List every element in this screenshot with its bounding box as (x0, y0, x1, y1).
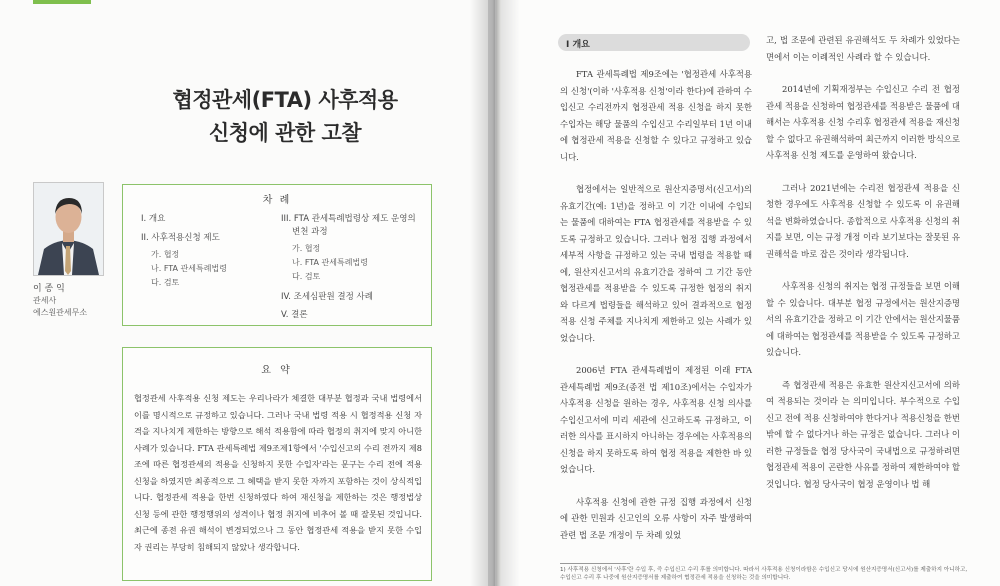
article-title-line1: 협정관세(FTA) 사후적용 (172, 88, 398, 112)
toc-subitem-3c: 다. 검토 (292, 272, 321, 281)
paragraph: 협정에서는 일반적으로 원산지증명서(신고서)의 유효기간(예: 1년)을 정하고 이 기간 이내에 수입되는 물품에 대하여는 FTA 협정관세를 적용받을 수 있도록 규정하고 있습니다. 그러나 협정 집행 과정에서 세부적 사항을 규정하고 있는 국내 법령을 적용할 때에, 원산지신고서의 유효기간을 정하여 그 기간 동안 협정관세를 적용받을 수 있도록 규정한 협정의 취지와 다르게 법령들을 해석하고 있어 결과적으로 협정 적용 신청 주체를 지나치게 제한하고 있는 사례가 있었습니다. (560, 184, 752, 343)
article-title-line2: 신청에 관한 고찰 (208, 121, 362, 145)
toc-subitem-3a: 가. 협정 (292, 244, 321, 253)
toc-item-3-line2: 변천 과정 (292, 227, 328, 237)
table-of-contents (122, 184, 432, 326)
page-gutter-shadow (470, 0, 520, 586)
footnote-divider (560, 563, 630, 564)
author-name: 이 종 익 (33, 284, 65, 294)
toc-item-1: I. 개요 (141, 214, 166, 224)
author-role: 관세사 (33, 296, 57, 305)
body-column-2 (766, 32, 960, 508)
author-organization: 에스원관세무소 (33, 308, 88, 317)
section-tab-accent (33, 0, 91, 4)
toc-item-2: II. 사후적용신청 제도 (141, 233, 220, 243)
paragraph: 사후적용 신청의 취지는 협정 규정들을 보면 이해할 수 있습니다. 대부분 협정 규정에서는 원산지증명서의 유효기간을 정하고 이 기간 안에서는 원산지물품에 대하여는 협정관세를 적용받을 수 있도록 규정하고 있습니다. (766, 281, 960, 357)
article-title (120, 84, 450, 150)
abstract-heading: 요 약 (261, 365, 293, 376)
toc-item-4: IV. 조세심판원 결정 사례 (281, 292, 373, 302)
toc-subitem-2a: 가. 협정 (151, 250, 180, 259)
paragraph: 2014년에 기획재정부는 수입신고 수리 전 협정관세 적용을 신청하여 협정관세를 적용받은 물품에 대해서는 사후적용 신청 수리후 협정관세 적용을 재신청할 수 없다고 유권해석하여 최근까지 이러한 방식으로 사후적용 신청 제도를 운영하여 왔습니다. (766, 84, 960, 160)
paragraph: 즉 협정관세 적용은 유효한 원산지신고서에 의하여 적용되는 것이라 는 의미입니다. 부수적으로 수입신고 전에 적용 신청하여야 한다거나 적용신청을 한번 밖에 할 수 없다거나 하는 규정은 없습니다. 그러나 이러한 규정들을 협정 당사국이 국내법으로 규정하려면 협정관세 적용이 곤란한 사유를 정하여 제한하여야 할 것입니다. 협정 당사국이 협정 운영이나 법 해 (766, 379, 960, 489)
section-heading: I 개요 (566, 40, 590, 50)
toc-subitem-2b: 나. FTA 관세특례법령 (151, 264, 227, 273)
paragraph: 2006년 FTA 관세특례법이 제정된 이래 FTA 관세특례법 제9조(종전 법 제10조)에서는 수입자가 사후적용 신청을 원하는 경우, 사후적용 신청 의사를 수입신고서에 미리 세관에 신고하도록 규정하고, 이러한 의사를 표시하지 아니하는 경우에는 사후적용의 신청을 하지 못하도록 하여 협정 적용을 제한한 바 있었습니다. (560, 365, 752, 474)
footnote: 1) 사후적용 신청에서 '사후'란 수입 후, 즉 수입신고 수리 후를 의미합니다. 따라서 사후적용 신청이라함은 수입신고 당시에 원산지증명서(신고서)를 제출하지 아니하고, 수입신고 수리 후 나중에 원산지증명서를 제출하여 협정관세 적용을 신청하는 것을 의미합니다. (560, 567, 968, 581)
body-column-1 (560, 66, 752, 559)
paragraph: 사후적용 신청에 관한 규정 집행 과정에서 신청에 관한 민원과 신고인의 오류 사항이 자주 발생하여 관련 법 조문 개정이 두 차례 있었 (560, 496, 752, 540)
author-photo (33, 182, 104, 276)
abstract-text: 협정관세 사후적용 신청 제도는 우리나라가 체결한 대부분 협정과 국내 법령에서 이를 명시적으로 규정하고 있습니다. 그러나 국내 법령 적용 시 협정적용 신청 자격을 지나치게 제한하는 방향으로 해석 적용함에 따라 협정의 취지에 맞지 아니한 사례가 있습니다. FTA 관세특례법 제9조제1항에서 '수입신고의 수리 전까지 제8조에 따른 협정관세의 적용을 신청하지 못한 수입자'라는 문구는 수리 전에 적용신청을 하였지만 최종적으로 그 혜택을 받지 못한 자까지 포함하는 것이 상식적입니다. 협정관세 적용을 한번 신청하였다 하여 재신청을 제한하는 것은 행정법상 신청 등에 관한 행정행위의 성격이나 협정 취지에 비추어 볼 때 잘못된 것입니다. 최근에 종전 유권 해석이 변경되었으나 그 동안 협정관세 적용을 받지 못한 수입자 권리는 부당히 침해되지 않았나 생각합니다. (134, 393, 422, 552)
paragraph: FTA 관세특례법 제9조에는 '협정관세 사후적용의 신청'(이하 '사후적용 신청'이라 한다)에 관하여 수입신고 수리전까지 협정관세 적용 신청을 하지 못한 수입자는 해당 물품의 수입신고 수리일부터 1년 이내에 협정관세 적용을 신청할 수 있다고 규정하고 있습니다. (560, 69, 752, 162)
left-page (0, 0, 488, 586)
author-portrait-icon (34, 183, 103, 275)
paragraph: 고, 법 조문에 관련된 유권해석도 두 차례가 있었다는 면에서 이는 이례적인 사례라 할 수 있습니다. (766, 35, 960, 62)
toc-item-3-line1: III. FTA 관세특례법령상 제도 운영의 (281, 214, 416, 224)
toc-subitem-3b: 나. FTA 관세특례법령 (292, 258, 368, 267)
toc-subitem-2c: 다. 검토 (151, 278, 180, 287)
abstract-box (122, 347, 432, 581)
toc-item-5: V. 결론 (281, 310, 308, 320)
toc-heading: 차 례 (262, 195, 292, 206)
paragraph: 그러나 2021년에는 수리전 협정관세 적용을 신청한 경우에도 사후적용 신청할 수 있도록 이 유권해석을 변화하였습니다. 종합적으로 사후적용 신청의 취지를 보면, 이는 규정 개정 이라 보기보다는 잘못된 유권해석을 바로 잡은 것이라 생각됩니다. (766, 182, 960, 259)
